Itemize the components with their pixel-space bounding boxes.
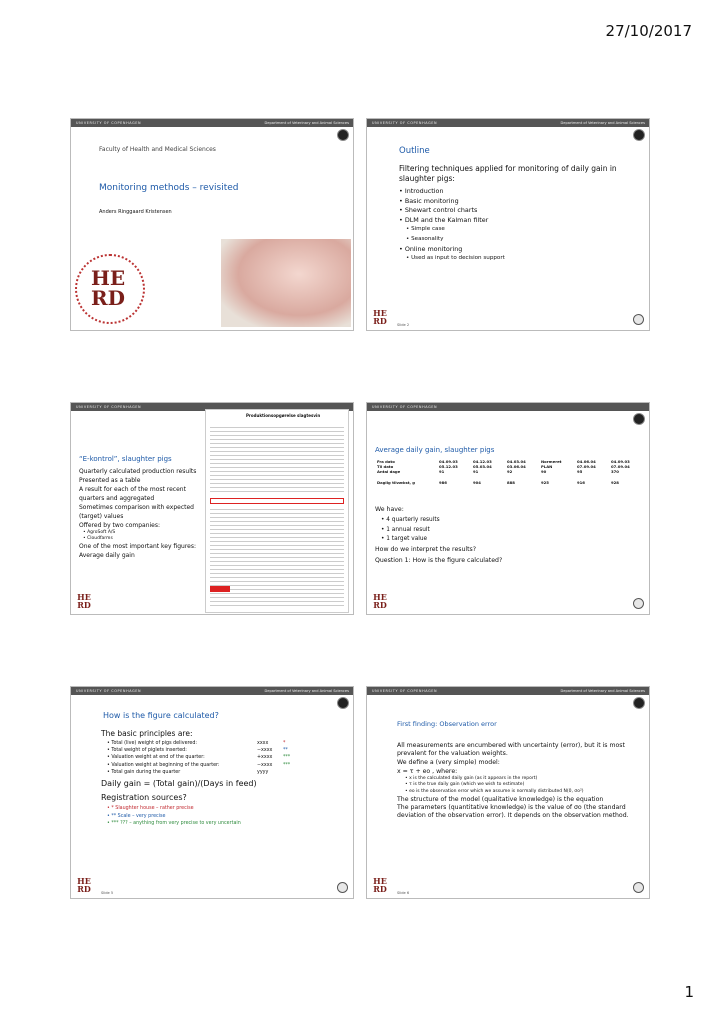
slide-1[interactable]: [70, 118, 354, 331]
slide-number: Slide 5: [101, 891, 114, 895]
slide-title: How is the figure calculated?: [103, 711, 219, 720]
slide-3[interactable]: UNIVERSITY OF COPENHAGEN “E-kontrol”, slaughter pigs Quarterly calculated production results Presented as a table A result for each of the most recent quarters and aggregated Sometimes comparison with expected (target) values Offered by two companies: • AgroSoft A/S • Cloudfarms One of the most important key figures: Average daily gain Produktionsopgørelse slagtesvin HE RD: [70, 402, 354, 615]
university-seal-icon: [337, 697, 349, 709]
herd-logo: HE RD: [75, 254, 145, 324]
page-date: 27/10/2017: [605, 22, 692, 40]
outline-list: • Introduction • Basic monitoring • Shewart control charts • DLM and the Kalman filter • Simple case • Seasonality • Online monitoring • Used as input to decision support: [399, 187, 505, 264]
university-seal-icon: [633, 697, 645, 709]
slide-header-bar: UNIVERSITY OF COPENHAGEN Department of Veterinary and Animal Sciences: [71, 119, 353, 127]
slide-number: Slide 6: [397, 891, 410, 895]
slide-5[interactable]: UNIVERSITY OF COPENHAGEN Department of Veterinary and Animal Sciences How is the figure calculated? The basic principles are: • Total (live) weight of pigs delivered: xxxx * • Total weight of piglets inserted: −xxxx ** • Valuation weight at end of the quarter: +xxxx *** • Valuation weight at beginning of the quarter: −xxxx *** • Total gain during the quarter yyyy Daily gain = (Total gain)/(Days in feed) Registration sources? • * Slaughter house – rather precise • ** Scale – very precise • *** ??? – anything from very precise to very uncertain HE RD Slide 5: [70, 686, 354, 899]
university-seal-icon: [633, 413, 645, 425]
slide-4[interactable]: UNIVERSITY OF COPENHAGEN Average daily gain, slaughter pigs Fra dato 04.09.03 04.12.03 04.03.04 Normeret 04.06.04 04.09.03 Til dato 05.12.03 05.03.04 03.06.04 PLAN 07.09.04 07.09.04 Antal dage 91 91 92 90 95 370 Daglig tilvækst, g 986 904 888 925 916 928 We have: • 4 quarterly results • 1 annual result • 1 target value How do we interpret the results? Question 1: How is the figure calculated? HE RD: [366, 402, 650, 615]
university-seal-icon: [633, 129, 645, 141]
seal-icon: [633, 598, 644, 609]
seal-icon: [633, 314, 644, 325]
intro-text: Filtering techniques applied for monitoring of daily gain in slaughter pigs:: [399, 164, 617, 183]
herd-logo: HE RD: [77, 876, 91, 894]
herd-logo: HE RD: [373, 592, 387, 610]
author: Anders Ringgaard Kristensen: [99, 209, 172, 215]
page-number: 1: [684, 983, 694, 1001]
slide-title: First finding: Observation error: [397, 720, 497, 728]
university-seal-icon: [337, 129, 349, 141]
gain-table: Fra dato 04.09.03 04.12.03 04.03.04 Normeret 04.06.04 04.09.03 Til dato 05.12.03 05.03.04 03.06.04 PLAN 07.09.04 07.09.04 Antal dage 91 91 92 90 95 370 Daglig tilvækst, g 986 904 888 925 916 928: [377, 459, 630, 485]
seal-icon: [633, 882, 644, 893]
slide-title: Outline: [399, 146, 430, 156]
herd-logo: HE RD: [373, 308, 387, 326]
herd-logo: HE RD: [373, 876, 387, 894]
slide-6[interactable]: UNIVERSITY OF COPENHAGEN Department of Veterinary and Animal Sciences First finding: Observation error All measurements are encumbered with uncertainty (error), but it is most prevalent for the valuation weights. We define a (very simple) model: x = τ + eo , where: • x is the calculated daily gain (as it appears in the report) • τ is the true daily gain (which we wish to estimate) • eo is the observation error which we assume is normally distributed N(0, σo²) The structure of the model (qualitative knowledge) is the equation The parameters (quantitative knowledge) is the value of σo (the standard deviation of the observation error). It depends on the observation method. HE RD Slide 6: [366, 686, 650, 899]
herd-logo: HE RD: [77, 592, 91, 610]
report-document: Produktionsopgørelse slagtesvin: [205, 409, 349, 613]
pig-photo: [221, 239, 351, 327]
seal-icon: [337, 882, 348, 893]
faculty-label: Faculty of Health and Medical Sciences: [99, 146, 216, 153]
slide-title: “E-kontrol”, slaughter pigs: [79, 455, 172, 463]
principles-list: • Total (live) weight of pigs delivered: xxxx * • Total weight of piglets inserted: −xxxx ** • Valuation weight at end of the quarter: +xxxx *** • Valuation weight at beginning of the quarter: −xxxx *** • Total gain during the quarter yyyy: [107, 741, 291, 775]
slide-2[interactable]: UNIVERSITY OF COPENHAGEN Department of Veterinary and Animal Sciences Outline Filtering techniques applied for monitoring of daily gain in slaughter pigs: • Introduction • Basic monitoring • Shewart control charts • DLM and the Kalman filter • Simple case • Seasonality • Online monitoring • Used as input to decision support HE RD Slide 2: [366, 118, 650, 331]
slide-title: Monitoring methods – revisited: [99, 183, 239, 193]
slide-title: Average daily gain, slaughter pigs: [375, 446, 495, 454]
slide-number: Slide 2: [397, 323, 410, 327]
